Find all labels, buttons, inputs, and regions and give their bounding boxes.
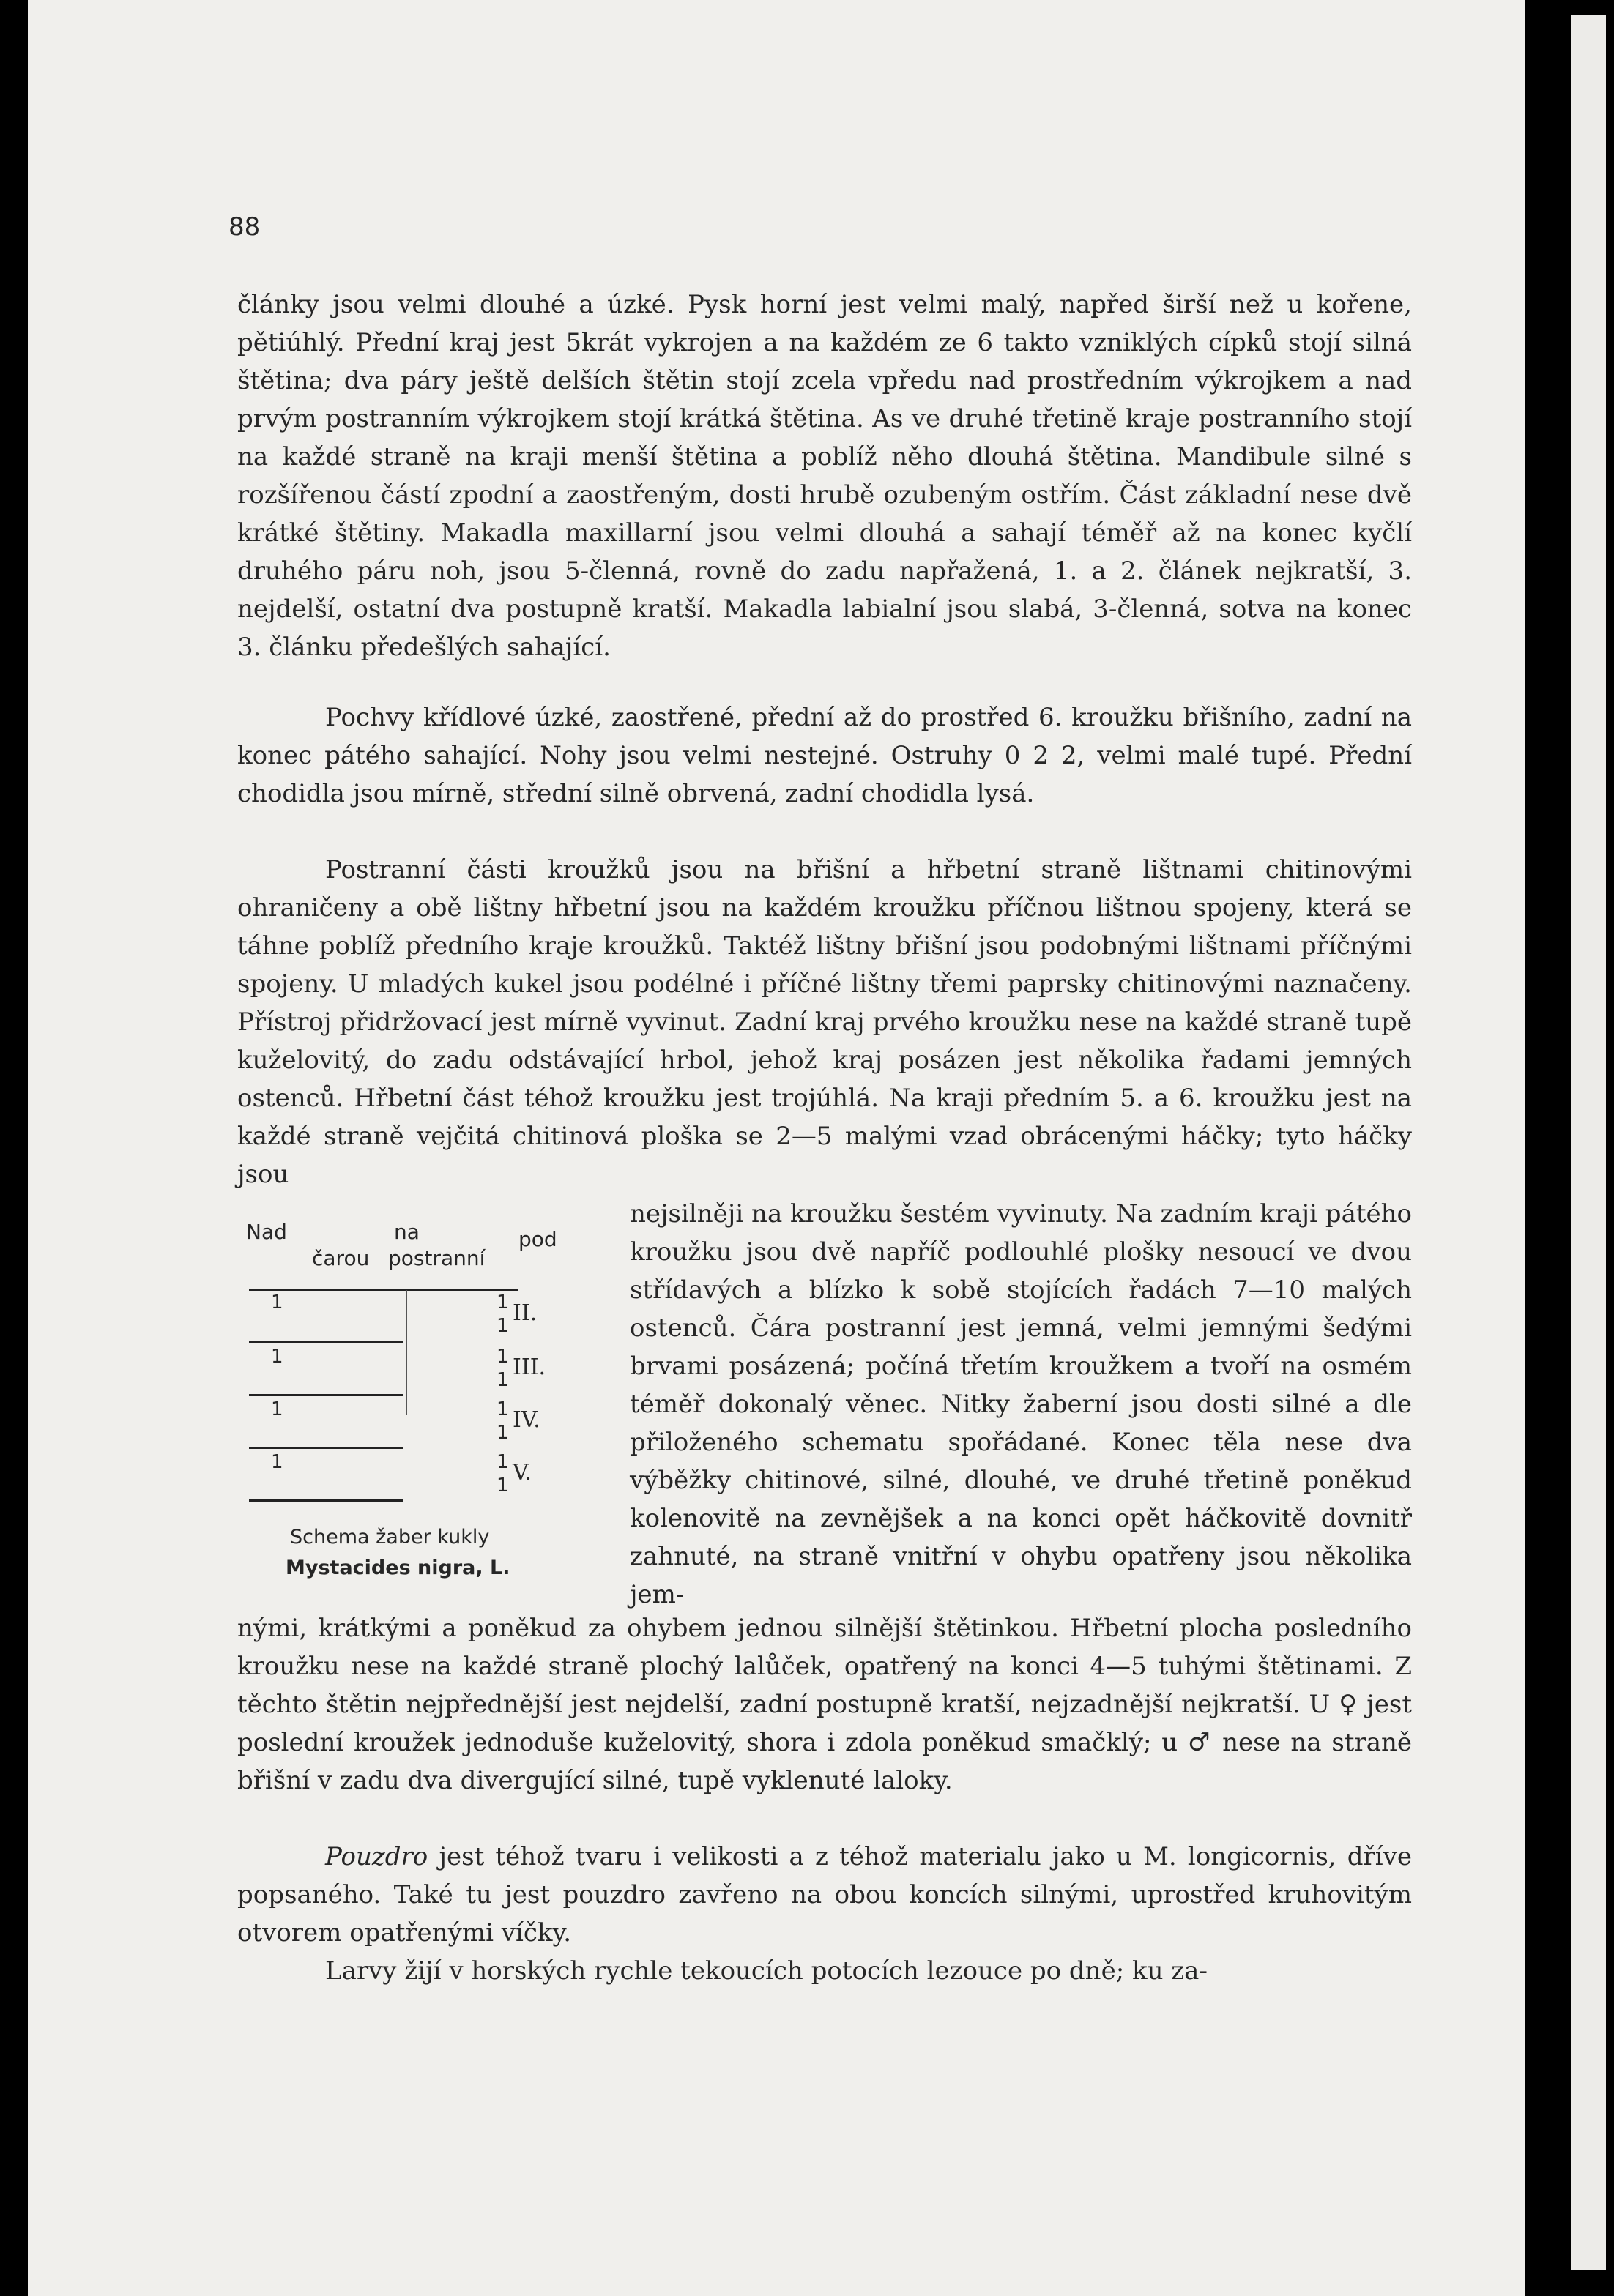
paragraph-mouthparts: články jsou velmi dlouhé a úzké. Pysk horní jest velmi malý, napřed širší než u kořene, pětiúhlý. Přední kraj jest 5krát vykrojen a na každém ze 6 takto vzniklých cípků stojí silná štětina; dva páry ještě delších štětin stojí zcela vpředu nad prostředním výkrojkem a nad prvým postranním výkrojkem stojí krátká štětina. As ve druhé třetině kraje postranního stojí na každé straně na kraji menší štětina a poblíž něho dlouhá štětina. Mandibule silné s rozšířenou částí zpodní a zaostřeným, dosti hrubě ozubeným ostřím. Část základní nese dvě krátké štětiny. Makadla maxillarní jsou velmi dlouhá a sahají téměř až na konec kyčlí druhého páru noh, jsou 5-členná, rovně do zadu napřažená, 1. a 2. článek nejkratší, 3. nejdelší, ostatní dva postupně kratší. Makadla labialní jsou slabá, 3-členná, sotva na konec 3. článku předešlých sahající. — [237, 290, 1412, 662]
schema-value-above: 1 — [271, 1346, 283, 1368]
schema-row-rule — [249, 1447, 403, 1449]
schema-value-bottom: 1 — [497, 1475, 509, 1496]
schema-value-top: 1 — [497, 1346, 509, 1368]
schema-value-above: 1 — [271, 1398, 283, 1420]
paragraph-case — [237, 1838, 1412, 1952]
schema-row-rule — [249, 1394, 403, 1396]
schema-segment-label: III. — [513, 1354, 546, 1380]
schema-value-bottom: 1 — [497, 1422, 509, 1444]
schema-row — [242, 1451, 564, 1495]
schema-head-nad: Nad — [246, 1220, 287, 1244]
schema-segment-label: V. — [513, 1460, 532, 1486]
gill-schema-figure — [242, 1220, 564, 1600]
schema-value-top: 1 — [497, 1292, 509, 1313]
schema-value-above: 1 — [271, 1292, 283, 1313]
schema-row-rule — [249, 1341, 403, 1343]
schema-head-postranni: postranní — [388, 1246, 486, 1270]
adjacent-page-edge — [1571, 15, 1606, 2270]
paragraph-gills-side: nejsilněji na kroužku šestém vyvinuty. Na zadním kraji pátého kroužku jsou dvě napříč podlouhlé plošky nesoucí ve dvou střídavých a blízko k sobě stojících řadách 7—10 malých ostenců. Čára postranní jest jemná, velmi jemnými šedými brvami posázená; počíná třetím kroužkem a tvoří na osmém téměř dokonalý věnec. Nitky žaberní jsou dosti silné a dle přiloženého schematu spořádané. Konec těla nese dva výběžky chitinové, silné, dlouhé, ve druhé třetině poněkud kolenovitě na zevnějšek a na konci opět háčkovitě dovnitř zahnuté, na straně vnitřní v ohybu opatřeny jsou několika jem- — [630, 1199, 1412, 1609]
schema-row — [242, 1398, 564, 1442]
paragraph-wing-sheaths: Pochvy křídlové úzké, zaostřené, přední až do prostřed 6. kroužku břišního, zadní na konec pátého sahající. Nohy jsou velmi nestejné. Ostruhy 0 2 2, velmi malé tupé. Přední chodidla jsou mírně, střední silně obrvená, zadní chodidla lysá. — [237, 703, 1412, 808]
schema-head-carou: čarou — [312, 1246, 370, 1270]
schema-value-bottom: 1 — [497, 1315, 509, 1337]
paragraph-terminal-segment: nými, krátkými a poněkud za ohybem jednou silnější štětinkou. Hřbetní plocha posledního kroužku nese na každé straně plochý lalůček, opatřený na konci 4—5 tuhými štětinami. Z těchto štětin nejpřednější jest nejdelší, zadní postupně kratší, nejzadnější nejkratší. U ♀ jest poslední kroužek jednoduše kuželovitý, shora i zdola poněkud smačklý; u ♂ nese na straně břišní v zadu dva divergující silné, tupě vyklenuté laloky. — [237, 1614, 1412, 1795]
schema-value-above: 1 — [271, 1451, 283, 1473]
case-emphasis: Pouzdro — [325, 1842, 428, 1871]
schema-head-pod: pod — [518, 1227, 557, 1251]
schema-row — [242, 1292, 564, 1335]
schema-value-top: 1 — [497, 1451, 509, 1473]
paragraph-larvae: Larvy žijí v horských rychle tekoucích potocích lezouce po dně; ku za- — [325, 1956, 1208, 1986]
schema-row — [242, 1346, 564, 1390]
case-text: jest téhož tvaru i velikosti a z téhož materialu jako u M. longicornis, dříve popsaného. Také tu jest pouzdro zavřeno na obou koncích silnými, uprostřed kruhovitým otvorem opatřenými víčky. — [237, 1842, 1412, 1947]
paragraph-segments: Postranní části kroužků jsou na břišní a hřbetní straně lištnami chitinovými ohraničeny a obě lištny hřbetní jsou na každém kroužku příčnou lištnou spojeny, která se táhne poblíž předního kraje kroužků. Taktéž lištny břišní jsou podobnými lištnami příčnými spojeny. U mladých kukel jsou podélné i příčné lištny třemi paprsky chitinovými naznačeny. Přístroj přidržovací jest mírně vyvinut. Zadní kraj prvého kroužku nese na každé straně tupě kuželovitý, do zadu odstávající hrbol, jehož kraj posázen jest několika řadami jemných ostenců. Hřbetní část téhož kroužku jest trojúhlá. Na kraji předním 5. a 6. kroužku jest na každé straně vejčitá chitinová ploška se 2—5 malými vzad obrácenými háčky; tyto háčky jsou — [237, 855, 1412, 1189]
schema-value-bottom: 1 — [497, 1369, 509, 1391]
schema-caption-species: Mystacides nigra, L. — [286, 1557, 510, 1579]
schema-caption: Schema žaber kukly — [290, 1526, 490, 1548]
page-number: 88 — [228, 212, 261, 242]
schema-head-na: na — [394, 1220, 420, 1244]
schema-segment-label: II. — [513, 1300, 538, 1326]
schema-value-top: 1 — [497, 1398, 509, 1420]
schema-segment-label: IV. — [513, 1407, 540, 1433]
schema-lateral-line — [249, 1289, 518, 1291]
schema-row-rule — [249, 1499, 403, 1502]
